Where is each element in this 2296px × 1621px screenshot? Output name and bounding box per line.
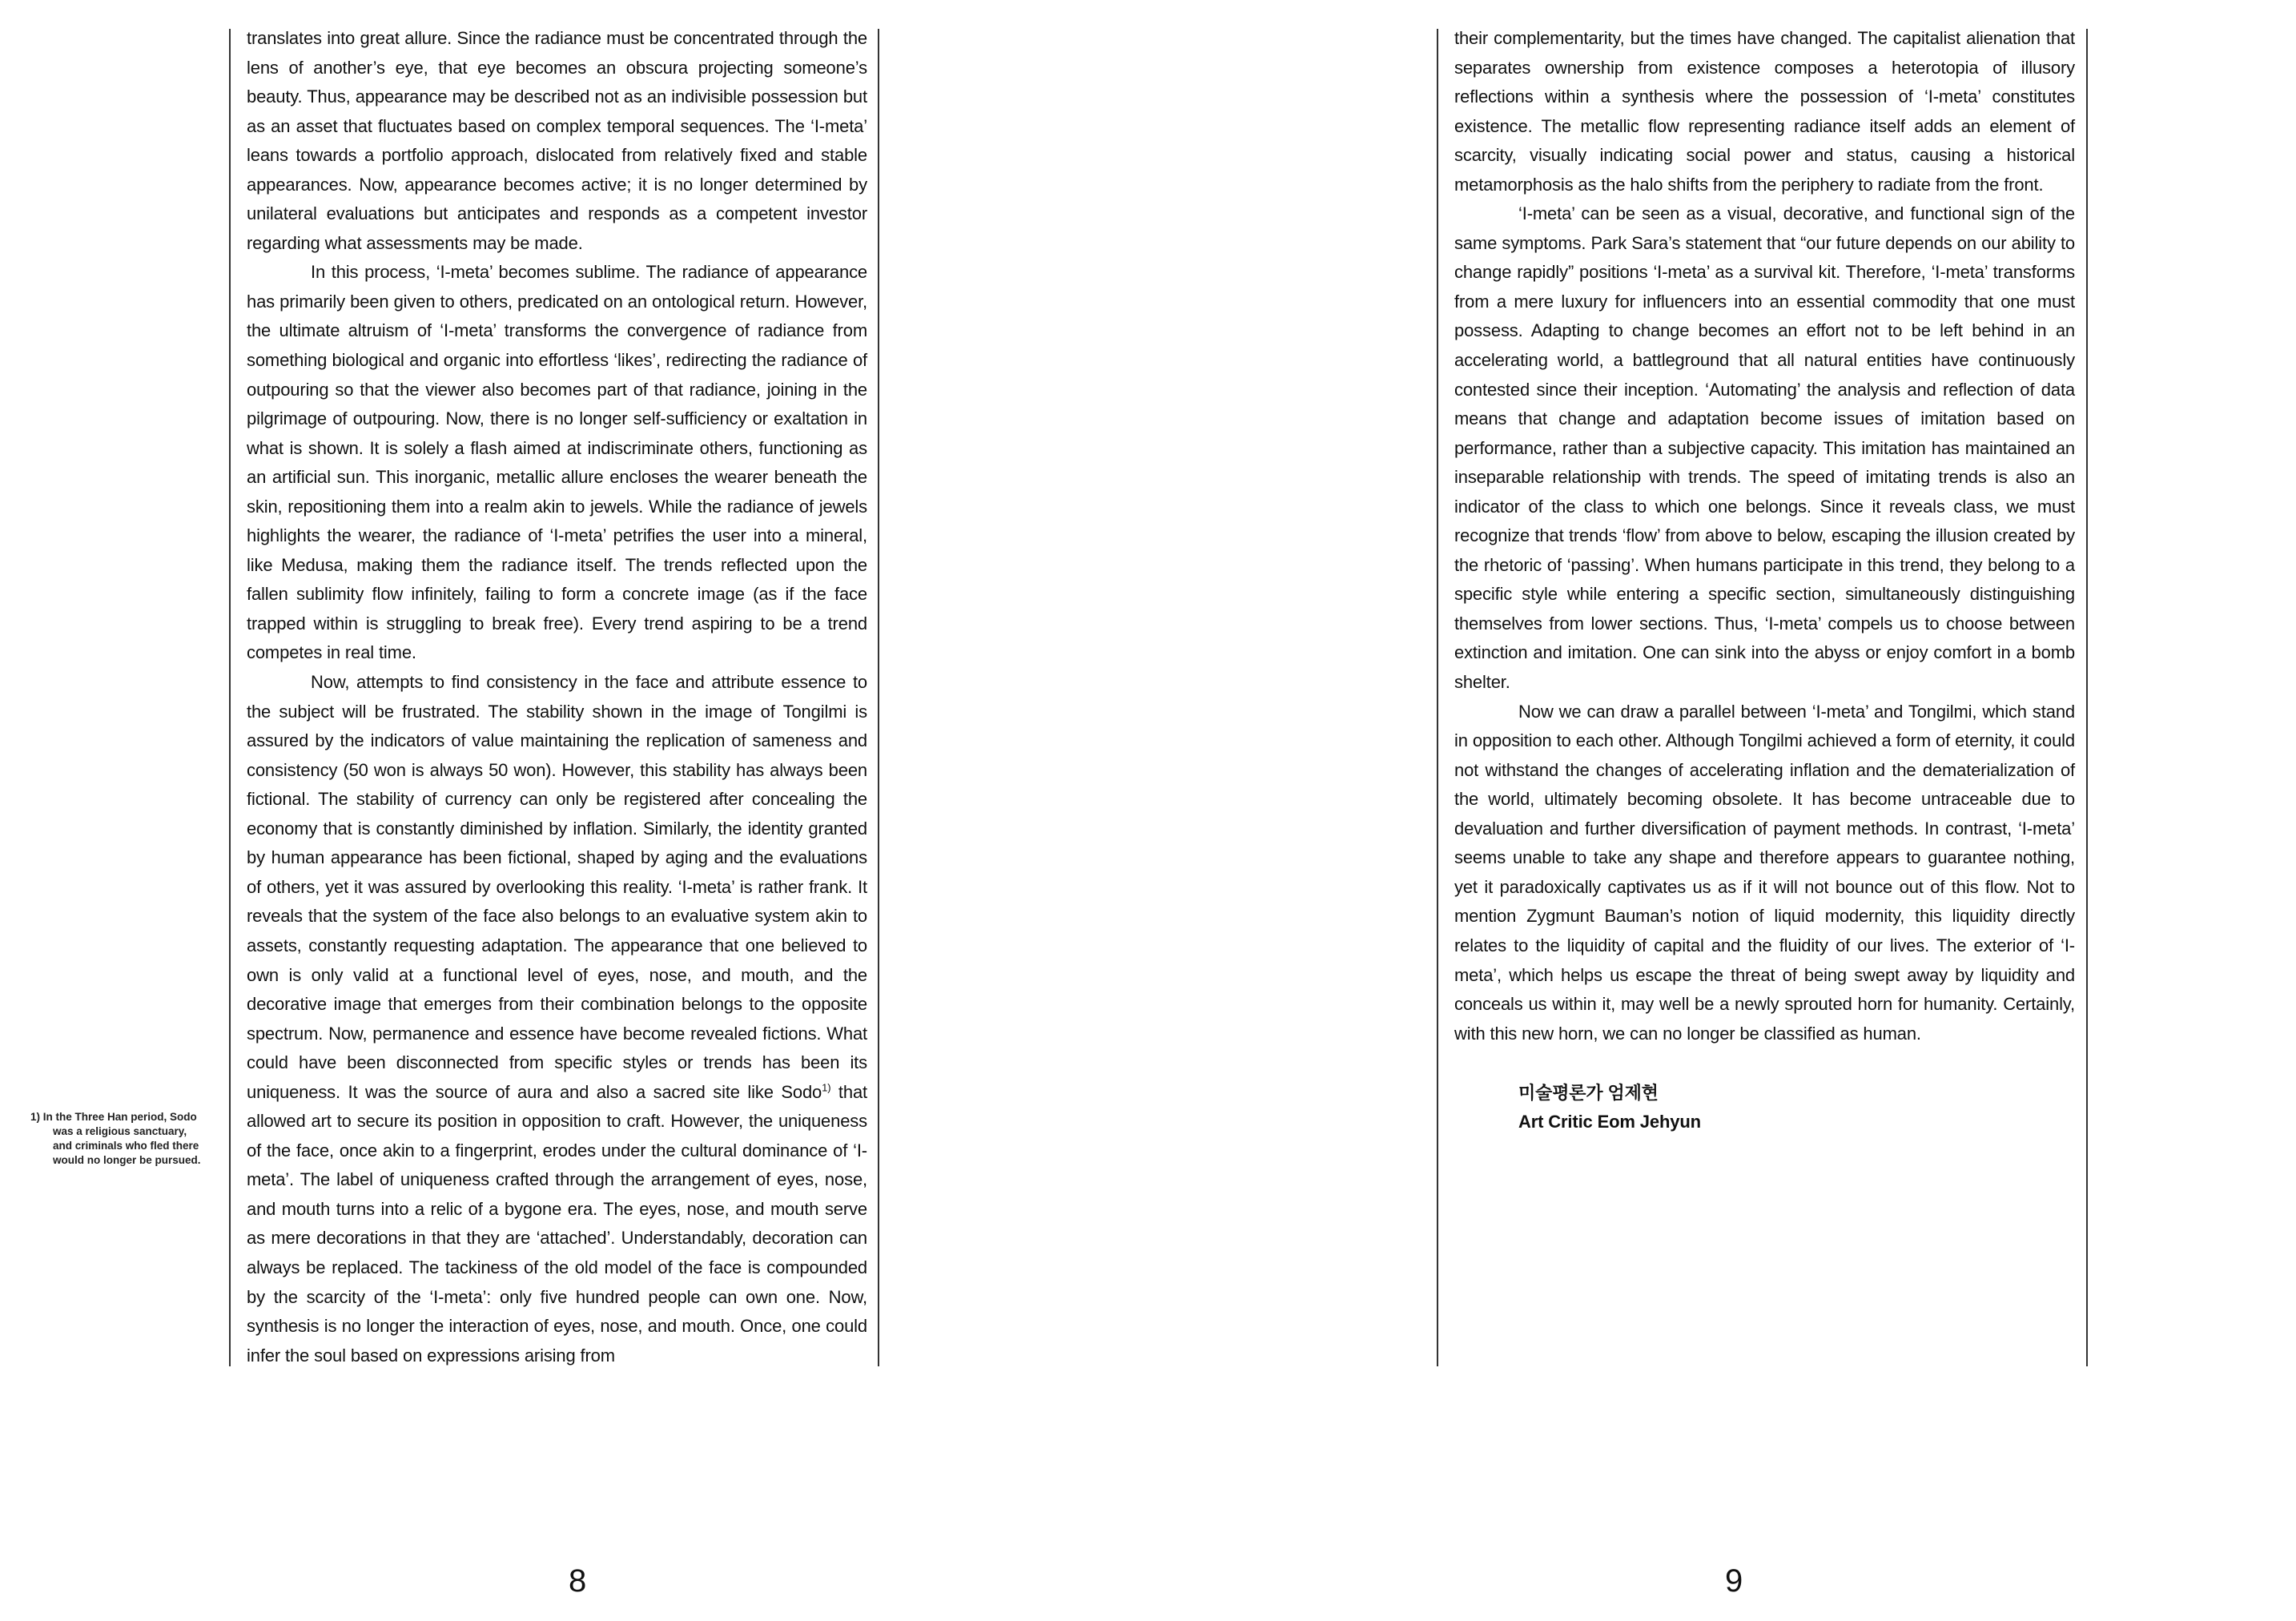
footnote-line: 1) In the Three Han period, Sodo: [30, 1111, 197, 1123]
page-number: 8: [569, 1563, 587, 1599]
footnote: [30, 1110, 207, 1168]
footnote-line: was a religious sanctuary,: [53, 1125, 187, 1137]
signature-english: Art Critic Eom Jehyun: [1518, 1112, 1701, 1132]
right-text-column: [1454, 24, 2075, 1386]
right-page-column-rule-right: [2086, 29, 2088, 1366]
paragraph-text: Now, attempts to find consistency in the face and attribute essence to the subject will be frustrated. The stability shown in the image of Tongilmi is assured by the indicators of value maintaining the replication of sameness and consistency (50 won is always 50 won). However, this stability has always been fictional. The stability of currency can only be registered after concealing the economy that is constantly diminished by inflation. Similarly, the identity granted by human appearance has been fictional, shaped by aging and the evaluations of others, yet it was assured by overlooking this reality. ‘I-meta’ is rather frank. It reveals that the system of the face also belongs to an evaluative system akin to assets, constantly requesting adaptation. The appearance that one believed to own is only valid at a functional level of eyes, nose, and mouth, and the decorative image that emerges from their combination belongs to the opposite spectrum. Now, permanence and essence have become revealed fictions. What could have been disconnected from specific styles or trends has been its uniqueness. It was the source of aura and also a sacred site like: [247, 672, 867, 1102]
author-signature: [1454, 1079, 2075, 1136]
body-paragraph: translates into great allure. Since the radiance must be concentrated through the lens of another’s eye, that eye becomes an obscura projecting someone’s beauty. Thus, appearance may be described not as an indivisible possession but as an asset that fluctuates based on complex temporal sequences. The ‘I-meta’ leans towards a portfolio approach, dislocated from relatively fixed and stable appearances. Now, appearance becomes active; it is no longer determined by unilateral evaluations but anticipates and responds as a competent investor regarding what assessments may be made.: [247, 28, 867, 253]
footnote-line: would no longer be pursued.: [53, 1154, 201, 1166]
right-page-column-rule-left: [1437, 29, 1438, 1366]
body-paragraph: In this process, ‘I-meta’ becomes sublime. The radiance of appearance has primarily been given to others, predicated on an ontological return. However, the ultimate altruism of ‘I-meta’ transforms the convergence of radiance from something biological and organic into effortless ‘likes’, redirecting the radiance of outpouring so that the viewer also becomes part of that radiance, joining in the pilgrimage of outpouring. Now, there is no longer self-sufficiency or exaltation in what is shown. It is solely a flash aimed at indiscriminate others, functioning as an artificial sun. This inorganic, metallic allure encloses the wearer beneath the skin, repositioning them into a realm akin to jewels. While the radiance of jewels highlights the wearer, the radiance of ‘I-meta’ petrifies the user into a mineral, like Medusa, making them the radiance itself. The trends reflected upon the fallen sublimity flow infinitely, failing to form a concrete image (as if the face trapped within is struggling to break free). Every trend aspiring to be a trend competes in real time.: [247, 262, 867, 663]
left-page-column-rule-left: [229, 29, 231, 1366]
sodo-term: Sodo: [781, 1081, 822, 1102]
footnote-marker: 1): [822, 1081, 831, 1094]
page-number: 9: [1725, 1563, 1743, 1599]
left-page-column-rule-right: [878, 29, 879, 1366]
body-paragraph: their complementarity, but the times have changed. The capitalist alienation that separates ownership from existence composes a heterotopia of illusory reflections within a synthesis where the possession of ‘I-meta’ constitutes existence. The metallic flow representing radiance itself adds an element of scarcity, visually indicating social power and status, causing a historical metamorphosis as the halo shifts from the periphery to radiate from the front.: [1454, 28, 2075, 195]
footnote-line: and criminals who fled there: [53, 1140, 199, 1152]
body-paragraph: ‘I-meta’ can be seen as a visual, decorative, and functional sign of the same symptoms. Park Sara’s statement that “our future depends on our ability to change rapidly” positions ‘I-meta’ as a survival kit. Therefore, ‘I-meta’ transforms from a mere luxury for influencers into an essential commodity that one must possess. Adapting to change becomes an effort not to be left behind in an accelerating world, a battleground that all natural entities have continuously contested since their inception. ‘Automating’ the analysis and reflection of data means that change and adaptation become issues of imitation based on performance, rather than a subjective capacity. This imitation has maintained an inseparable relationship with trends. The speed of imitating trends is also an indicator of the class to which one belongs. Since it reveals class, we must recognize that trends ‘flow’ from above to below, escaping the illusion created by the rhetoric of ‘passing’. When humans participate in this trend, they belong to a specific style while entering a specific section, simultaneously distinguishing themselves from lower sections. Thus, ‘I-meta’ compels us to choose between extinction and imitation. One can sink into the abyss or enjoy comfort in a bomb shelter.: [1454, 203, 2075, 693]
paragraph-text: that allowed art to secure its position in opposition to craft. However, the uniqueness of the face, once akin to a fingerprint, erodes under the cultural dominance of ‘I-meta’. The label of uniqueness crafted through the arrangement of eyes, nose, and mouth turns into a relic of a bygone era. The eyes, nose, and mouth serve as mere decorations in that they are ‘attached’. Understandably, decoration can always be replaced. The tackiness of the old model of the face is compounded by the scarcity of the ‘I-meta’: only five hundred people can own one. Now, synthesis is no longer the interaction of eyes, nose, and mouth. Once, one could infer the soul based on expressions arising from: [247, 1081, 868, 1366]
signature-korean: 미술평론가 엄제현: [1518, 1083, 1659, 1104]
body-paragraph: Now we can draw a parallel between ‘I-meta’ and Tongilmi, which stand in opposition to each other. Although Tongilmi achieved a form of eternity, it could not withstand the changes of accelerating inflation and the dematerialization of the world, ultimately becoming obsolete. It has become untraceable due to devaluation and further diversification of payment methods. In contrast, ‘I-meta’ seems unable to take any shape and therefore appears to guarantee nothing, yet it paradoxically captivates us as if it will not bounce out of this flow. Not to mention Zygmunt Bauman’s notion of liquid modernity, this liquidity directly relates to the liquidity of capital and the fluidity of our lives. The exterior of ‘I-meta’, which helps us escape the threat of being swept away by liquidity and conceals us within it, may well be a newly sprouted horn for humanity. Certainly, with this new horn, we can no longer be classified as human.: [1454, 701, 2075, 1044]
left-text-column: [247, 24, 867, 1386]
body-paragraph: [247, 668, 867, 1370]
right-page: [1148, 0, 2296, 1621]
